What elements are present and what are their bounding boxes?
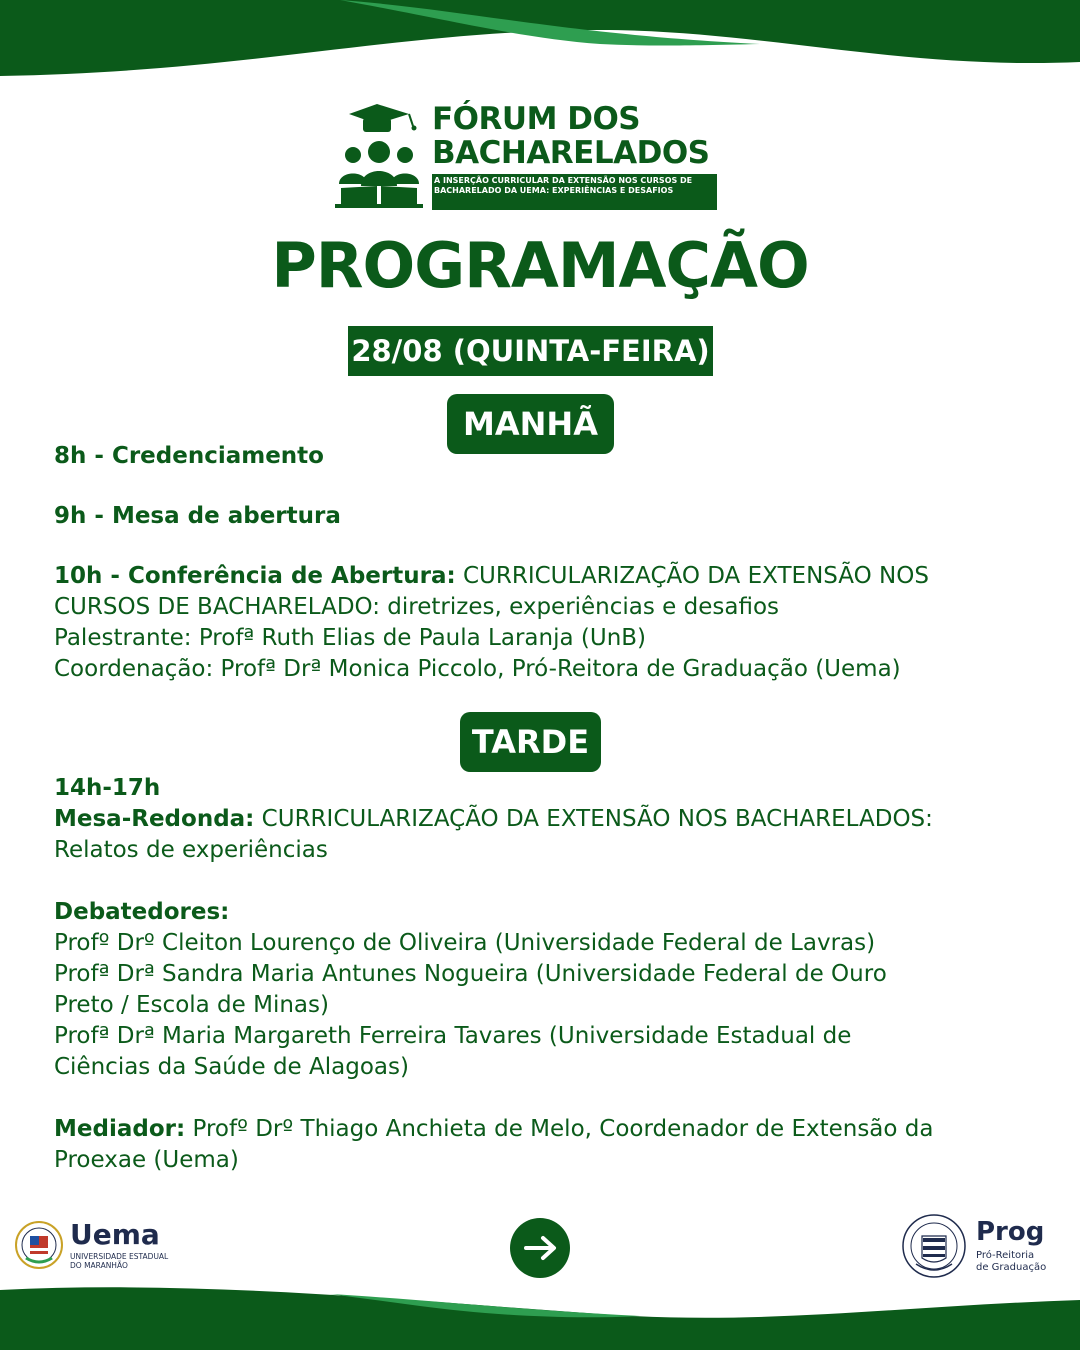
next-button[interactable] bbox=[510, 1218, 570, 1278]
debater-3-line-1: Profª Drª Maria Margareth Ferreira Tavares (Universidade Estadual de bbox=[54, 1023, 852, 1049]
logo-title bbox=[432, 102, 710, 170]
morning-badge: MANHÃ bbox=[447, 394, 614, 454]
afternoon-time bbox=[54, 773, 1044, 804]
schedule-item-credenciamento bbox=[54, 441, 1044, 472]
date-badge: 28/08 (QUINTA-FEIRA) bbox=[348, 326, 713, 376]
prog-subtitle-line-1: Pró-Reitoria bbox=[976, 1250, 1035, 1261]
conference-title: 10h - Conferência de Abertura: bbox=[54, 563, 456, 589]
page-title: PROGRAMAÇÃO bbox=[271, 229, 809, 302]
top-wave-decoration bbox=[0, 0, 1080, 90]
conference-coordination: Coordenação: Profª Drª Monica Piccolo, Pró-Reitora de Graduação (Uema) bbox=[54, 656, 901, 682]
prog-subtitle-line-2: de Graduação bbox=[976, 1262, 1047, 1273]
mediator-name: Profº Drº Thiago Anchieta de Melo, Coordenador de Extensão da bbox=[185, 1116, 934, 1142]
prog-name: Prog bbox=[976, 1217, 1045, 1247]
conference-line-1 bbox=[54, 561, 1044, 592]
uema-seal-icon bbox=[900, 1206, 968, 1286]
debater-2-line-1: Profª Drª Sandra Maria Antunes Nogueira (Universidade Federal de Ouro bbox=[54, 961, 887, 987]
mediator-line-2: Proexae (Uema) bbox=[54, 1147, 239, 1173]
logo-title-line-1: FÓRUM DOS bbox=[432, 101, 641, 137]
prog-subtitle bbox=[976, 1250, 1056, 1274]
afternoon-badge: TARDE bbox=[460, 712, 601, 772]
mediator-section bbox=[54, 1114, 1044, 1176]
uema-subtitle: UNIVERSIDADE ESTADUAL DO MARANHÃO bbox=[70, 1252, 169, 1270]
schedule-item-conferencia bbox=[54, 561, 1044, 685]
debaters-label bbox=[54, 897, 1044, 928]
graduation-students-icon bbox=[333, 100, 425, 210]
round-table-title: Mesa-Redonda: bbox=[54, 806, 255, 832]
schedule-item-mesa-abertura bbox=[54, 501, 1044, 532]
mediator-label: Mediador: bbox=[54, 1116, 186, 1142]
bottom-wave-decoration bbox=[0, 1280, 1080, 1350]
debaters-section bbox=[54, 897, 1044, 1083]
arrow-right-icon bbox=[510, 1218, 570, 1278]
item-time-title: 9h - Mesa de abertura bbox=[54, 503, 341, 529]
item-time-title: 8h - Credenciamento bbox=[54, 443, 324, 469]
conference-speaker: Palestrante: Profª Ruth Elias de Paula Laranja (UnB) bbox=[54, 625, 647, 651]
debater-2-line-2: Preto / Escola de Minas) bbox=[54, 992, 329, 1018]
debaters-label-text: Debatedores: bbox=[54, 899, 230, 925]
debater-3-line-2: Ciências da Saúde de Alagoas) bbox=[54, 1054, 409, 1080]
debater-1: Profº Drº Cleiton Lourenço de Oliveira (Universidade Federal de Lavras) bbox=[54, 930, 876, 956]
round-table-line-2: Relatos de experiências bbox=[54, 837, 328, 863]
uema-name: Uema bbox=[70, 1218, 160, 1251]
round-table-line-1 bbox=[54, 804, 1044, 835]
mediator-line-1 bbox=[54, 1114, 1044, 1145]
uema-logo bbox=[14, 1214, 174, 1278]
conference-line-2: CURSOS DE BACHARELADO: diretrizes, experiências e desafios bbox=[54, 594, 780, 620]
logo-subtitle: A INSERÇÃO CURRICULAR DA EXTENSÃO NOS CURSOS DE BACHARELADO DA UEMA: EXPERIÊNCIAS E DESAFIOS bbox=[432, 174, 717, 210]
conference-theme: CURRICULARIZAÇÃO DA EXTENSÃO NOS bbox=[455, 563, 929, 589]
uema-crest-icon bbox=[14, 1214, 64, 1276]
forum-logo bbox=[333, 100, 723, 212]
prog-logo bbox=[900, 1206, 1060, 1288]
logo-title-line-2: BACHARELADOS bbox=[432, 135, 710, 171]
afternoon-time-text: 14h-17h bbox=[54, 775, 161, 801]
round-table-theme: CURRICULARIZAÇÃO DA EXTENSÃO NOS BACHARELADOS: bbox=[254, 806, 933, 832]
schedule-item-mesa-redonda bbox=[54, 773, 1044, 866]
